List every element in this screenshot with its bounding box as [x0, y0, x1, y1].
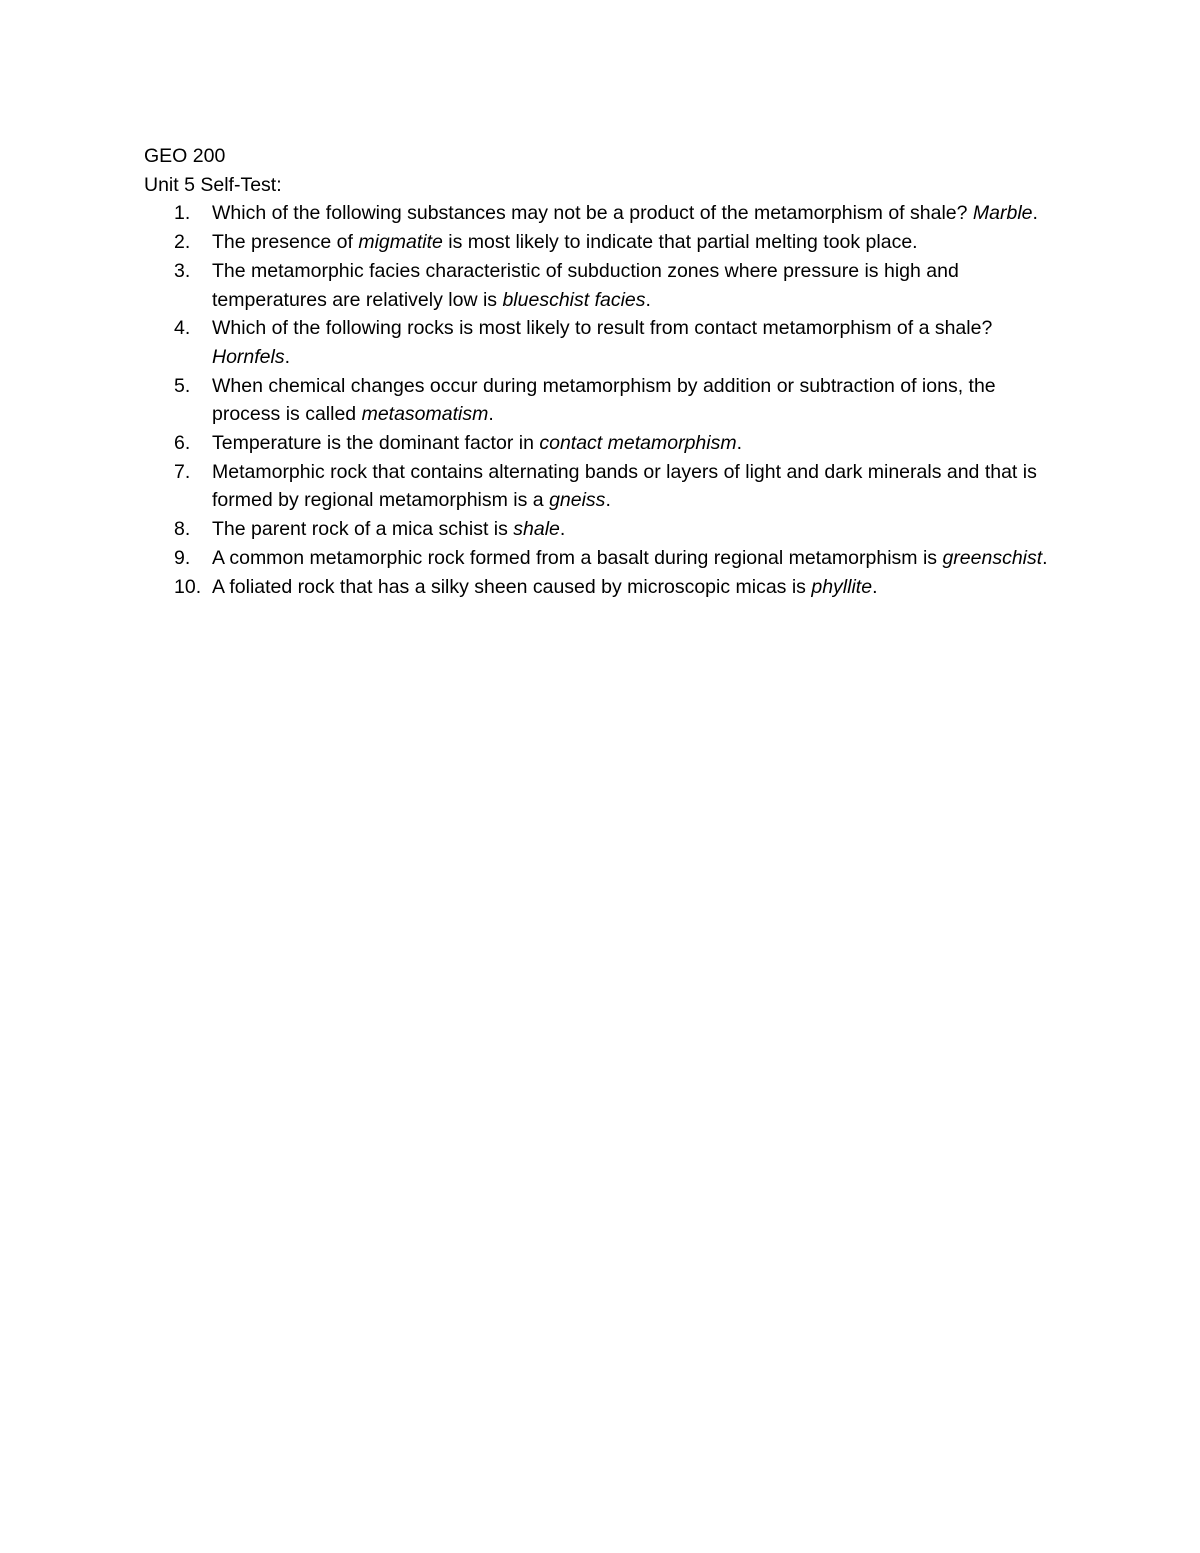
question-list [144, 199, 1054, 601]
question-text: The metamorphic facies characteristic of subduction zones where pressure is high and temperatures are relatively low is [212, 259, 959, 311]
question-number: 3. [174, 259, 191, 282]
question-punctuation: is most likely to indicate that partial melting took place. [442, 231, 918, 254]
question-answer: Hornfels [212, 345, 285, 368]
question-punctuation: . [1042, 546, 1048, 569]
question-answer: metasomatism [361, 403, 489, 426]
question-answer: greenschist [942, 546, 1043, 569]
question-text: Temperature is the dominant factor in [212, 432, 540, 455]
question-item [144, 199, 1054, 228]
question-text: Which of the following substances may not be a product of the metamorphism of shale? [212, 202, 973, 225]
question-punctuation: . [872, 575, 878, 598]
question-number: 7. [174, 460, 191, 483]
question-text: The presence of [212, 231, 359, 254]
question-number: 4. [174, 317, 191, 340]
question-number: 5. [174, 374, 191, 397]
question-text: The parent rock of a mica schist is [212, 518, 514, 541]
question-punctuation: . [605, 489, 611, 512]
question-answer: shale [513, 518, 560, 541]
document-title: Unit 5 Self-Test: [144, 173, 282, 196]
question-punctuation: . [1032, 202, 1038, 225]
question-number: 6. [174, 432, 191, 455]
question-item [144, 515, 1054, 544]
question-punctuation: . [736, 432, 743, 455]
course-code: GEO 200 [144, 145, 226, 167]
question-item [144, 257, 1054, 314]
document-body [144, 142, 1054, 601]
question-text: Metamorphic rock that contains alternating bands or layers of light and dark minerals and that is formed by regional metamorphism is a [212, 460, 1037, 512]
question-number: 8. [174, 518, 191, 541]
question-answer: gneiss [549, 489, 606, 512]
question-item [144, 429, 1054, 458]
question-answer: blueschist facies [502, 288, 646, 311]
question-number: 9. [174, 546, 191, 569]
question-item [144, 544, 1054, 573]
question-text: A foliated rock that has a silky sheen caused by microscopic micas is [212, 575, 812, 598]
question-punctuation: . [284, 345, 291, 368]
question-number: 1. [174, 202, 191, 225]
question-item [144, 372, 1054, 429]
question-item [144, 573, 1054, 602]
question-text: When chemical changes occur during metamorphism by addition or subtraction of ions, the process is called [212, 374, 996, 426]
question-answer: migmatite [358, 231, 443, 254]
question-answer: contact metamorphism [539, 432, 737, 455]
question-number: 2. [174, 231, 191, 254]
question-text: A common metamorphic rock formed from a basalt during regional metamorphism is [212, 546, 943, 569]
question-answer: phyllite [811, 575, 873, 598]
question-answer: Marble [972, 202, 1033, 225]
question-punctuation: . [645, 288, 651, 311]
question-number: 10. [174, 575, 202, 598]
question-item [144, 314, 1054, 371]
question-item [144, 458, 1054, 515]
question-punctuation: . [559, 518, 566, 541]
question-text: Which of the following rocks is most likely to result from contact metamorphism of a shale? [212, 317, 993, 340]
question-item [144, 228, 1054, 257]
question-punctuation: . [488, 403, 494, 426]
